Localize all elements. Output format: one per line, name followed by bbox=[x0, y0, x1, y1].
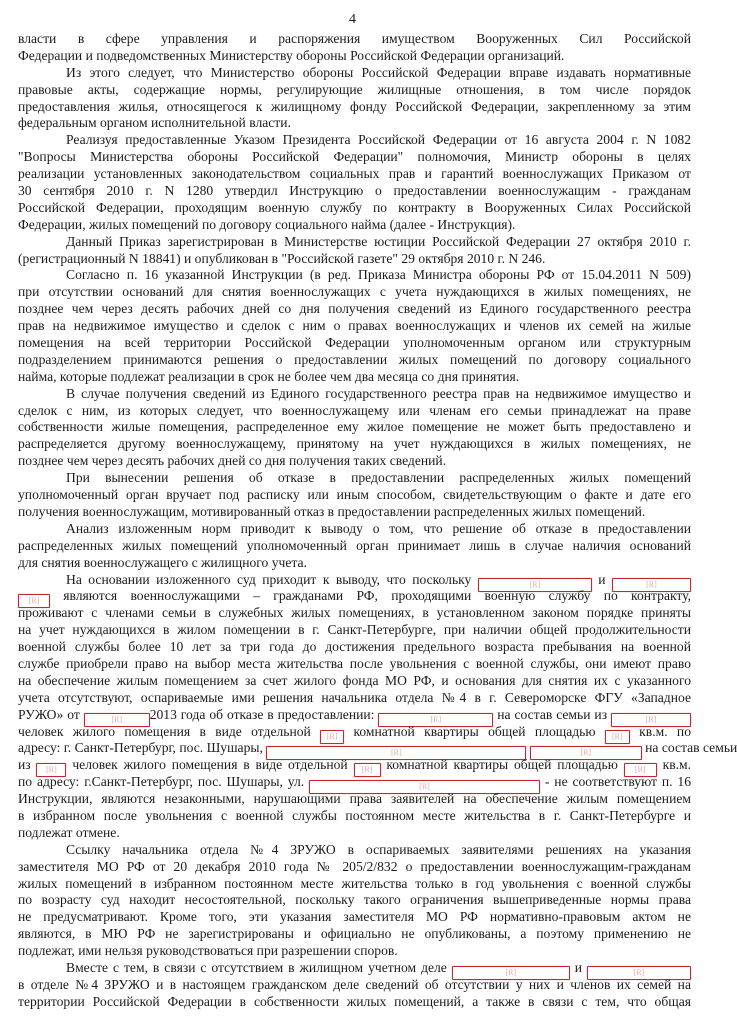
text-line: военной службы более 10 лет за три года до достижения предельного возраста пребывания на военной bbox=[18, 639, 691, 655]
text-line: на обеспечение жилым помещением за счет жилого фонда МО РФ, и основания для снятия их с указанного bbox=[18, 672, 691, 688]
text-line: Данный Приказ зарегистрирован в Министерстве юстиции Российской Федерации 27 октября 2010 г. bbox=[66, 233, 691, 249]
redaction-box: [R] bbox=[18, 594, 50, 608]
text-line: Вместе с тем, в связи с отсутствием в жилищном учетном деле [R] и [R] bbox=[18, 960, 691, 977]
text-line: учета отсутствуют, оспариваемые ими решения начальника отдела №4 в г. Североморске ФГУ «Западное bbox=[18, 689, 691, 705]
text-line: федеральным органом исполнительной власти. bbox=[18, 115, 291, 131]
text-line: помещения на всей территории Российской Федерации уполномоченным органом или структурным bbox=[18, 335, 691, 351]
text-line: Инструкции, являются незаконными, нарушающими права заявителей на обеспечение жилым помещением bbox=[18, 791, 691, 807]
text-line: На основании изложенного суд приходит к выводу, что поскольку [R] и [R] bbox=[18, 572, 691, 589]
text-line: найма, которые подлежат реализации в срок не более чем два месяца со дня принятия. bbox=[18, 368, 520, 384]
text-line: проживают с членами семьи в служебных жилых помещениях, в установленном законом порядке приняты bbox=[18, 605, 691, 621]
redaction-box: [R] bbox=[84, 713, 150, 727]
page-number: 4 bbox=[349, 12, 356, 27]
text-line: подлежат, ими нельзя руководствоваться при разрешении споров. bbox=[18, 943, 398, 959]
text-line: службе приобрели право на выбор места жительства после увольнения с военной службы, они имеют право bbox=[18, 655, 691, 671]
text-line: (регистрационный N 18841) и опубликован в "Российской газете" 29 октября 2010 г. N 246. bbox=[18, 250, 546, 266]
text-line: уполномоченный орган вручает под расписку или иным способом, свидетельствующим о факте и дате его bbox=[18, 487, 691, 503]
redaction-box: [R] bbox=[587, 966, 691, 980]
text-line: подразделением принимаются решения о предоставлении жилых помещений по договору социального bbox=[18, 351, 691, 367]
text-line: по возрасту суд находит несостоятельной, поскольку такого ограничения вышеприведенные нормы права bbox=[18, 892, 691, 908]
text-line: распределяется другому военнослужащему, принятому на учет нуждающихся в жилых помещениях, не bbox=[18, 436, 691, 452]
text-line: 30 сентября 2010 г. N 1280 утвердил Инструкцию о предоставлении военнослужащим - гражданам bbox=[18, 183, 691, 199]
text-line: собственности жилые помещения, распределенное ему жилое помещение не может быть предоставлено и bbox=[18, 419, 691, 435]
text-line: по адресу: г.Санкт-Петербург, пос. Шушары, ул. [R] - не соответствуют п. 16 bbox=[18, 774, 691, 791]
text-line: прав на недвижимое имущество и сделок с ним о правах военнослужащих и членов их семей на жилые bbox=[18, 318, 691, 334]
text-line: Согласно п. 16 указанной Инструкции (в ред. Приказа Министра обороны РФ от 15.04.2011 N 509) bbox=[66, 267, 691, 283]
text-line: не предусматривают. Кроме того, эти указания заместителя МО РФ нормативно-правовым актом не bbox=[18, 909, 691, 925]
text-line: получения военнослужащим, мотивированный отказ в предоставлении распределенных жилых помещений. bbox=[18, 503, 646, 519]
redaction-box: [R] bbox=[605, 730, 630, 744]
text-line: При вынесении решения об отказе в предоставлении распределенных жилых помещений bbox=[66, 470, 691, 486]
text-line: из [R] человек жилого помещения в виде отдельной [R] комнатной квартиры общей площадью [R] кв.м. bbox=[18, 757, 691, 774]
text-line: адресу: г. Санкт-Петербург, пос. Шушары, [R] [R] на состав семьи bbox=[18, 740, 691, 757]
redaction-box: [R] bbox=[612, 578, 691, 592]
redaction-box: [R] bbox=[309, 780, 540, 794]
text-line: "Вопросы Министерства обороны Российской Федерации" полномочия, Министр обороны в целях bbox=[18, 149, 691, 165]
redaction-box: [R] bbox=[530, 746, 642, 760]
text-line: реализации установленных законодательством социальных прав и гарантий военнослужащих Приказом от bbox=[18, 166, 691, 182]
text-line: РУЖО» от [R] 2013 года об отказе в предоставлении: [R] на состав семьи из [R] bbox=[18, 707, 691, 724]
redaction-box: [R] bbox=[36, 763, 66, 777]
redaction-box: [R] bbox=[611, 713, 691, 727]
text-line: сделок с ним, из которых следует, что военнослужащему или членам его семьи принадлежат на праве bbox=[18, 402, 691, 418]
redaction-box: [R] bbox=[378, 713, 493, 727]
text-line: на учет нуждающихся в жилом помещении в г. Санкт-Петербурге, при наличии общей продолжительности bbox=[18, 622, 691, 638]
text-line: территории Российской Федерации в собственности жилых помещений, а также в связи с тем, что общая bbox=[18, 993, 691, 1009]
text-line: позднее чем через десять рабочих дней со дня получения сведений из Единого государственного реестра bbox=[18, 301, 691, 317]
text-line: Из этого следует, что Министерство обороны Российской Федерации вправе издавать нормативные bbox=[66, 64, 691, 80]
text-line: при отсутствии оснований для снятия военнослужащих с учета нуждающихся в жилых помещениях, не bbox=[18, 284, 691, 300]
text-line: Анализ изложенным норм приводит к выводу о том, что решение об отказе в предоставлении bbox=[66, 520, 691, 536]
text-line: власти в сфере управления и распоряжения имуществом Вооруженных Сил Российской bbox=[18, 31, 691, 46]
text-line: подлежат отмене. bbox=[18, 824, 120, 840]
text-line: в отделе №4 ЗРУЖО и в настоящем гражданском деле сведений об отсутствии у них и членов их семей на bbox=[18, 976, 691, 992]
text-line: в избранном после увольнения с военной службы постоянном месте жительства в г. Санкт-Петербурге и bbox=[18, 807, 691, 823]
text-line: жилых помещений в избранном постоянном месте жительства только в год увольнения с военной службы bbox=[18, 875, 691, 891]
text-line: В случае получения сведений из Единого государственного реестра прав на недвижимое имущество и bbox=[66, 385, 691, 401]
text-line: предоставления жилья, относящегося к жилищному фонду Российской Федерации, закрепленному за этим bbox=[18, 98, 691, 114]
redaction-box: [R] bbox=[478, 578, 592, 592]
text-line: позднее чем через десять рабочих дней со дня получения таких сведений. bbox=[18, 453, 447, 469]
text-line: для снятия военнослужащего с жилищного учета. bbox=[18, 554, 307, 570]
redaction-box: [R] bbox=[354, 763, 381, 777]
redaction-box: [R] bbox=[624, 763, 657, 777]
text-line: Федерации и подведомственных Министерству обороны Российской Федерации организаций. bbox=[18, 47, 565, 63]
redaction-box: [R] bbox=[320, 730, 344, 744]
text-line: Ссылку начальника отдела №4 ЗРУЖО в оспариваемых заявителями решениях на указания bbox=[66, 841, 691, 857]
text-line: заместителя МО РФ от 20 декабря 2010 года № 205/2/832 о предоставлении военнослужащим-гражданам bbox=[18, 858, 691, 874]
text-line: правовые акты, содержащие нормы, регулирующие жилищные отношения, в том числе порядок bbox=[18, 81, 691, 97]
document-body bbox=[18, 31, 737, 1011]
text-line: Реализуя предоставленные Указом Президента Российской Федерации от 16 августа 2004 г. N 1082 bbox=[66, 132, 691, 148]
text-line: человек жилого помещения в виде отдельной [R] комнатной квартиры общей площадью [R] кв.м. по bbox=[18, 724, 691, 741]
redaction-box: [R] bbox=[452, 966, 570, 980]
text-line: [R] являются военнослужащими – гражданами РФ, проходящими военную службу по контракту, bbox=[18, 588, 691, 605]
redaction-box: [R] bbox=[266, 746, 526, 760]
text-line: являются, в МЮ РФ не зарегистрированы и официально не опубликованы, а поэтому применению не bbox=[18, 926, 691, 942]
text-line: Российской Федерации, проходящим военную службу по контракту в Вооруженных Силах Российской bbox=[18, 199, 691, 215]
text-line: Федерации, жилых помещений по договору социального найма (далее - Инструкция). bbox=[18, 216, 516, 232]
text-line: распределенных жилых помещений уполномоченный орган принимает лишь в случае наличия оснований bbox=[18, 537, 691, 553]
